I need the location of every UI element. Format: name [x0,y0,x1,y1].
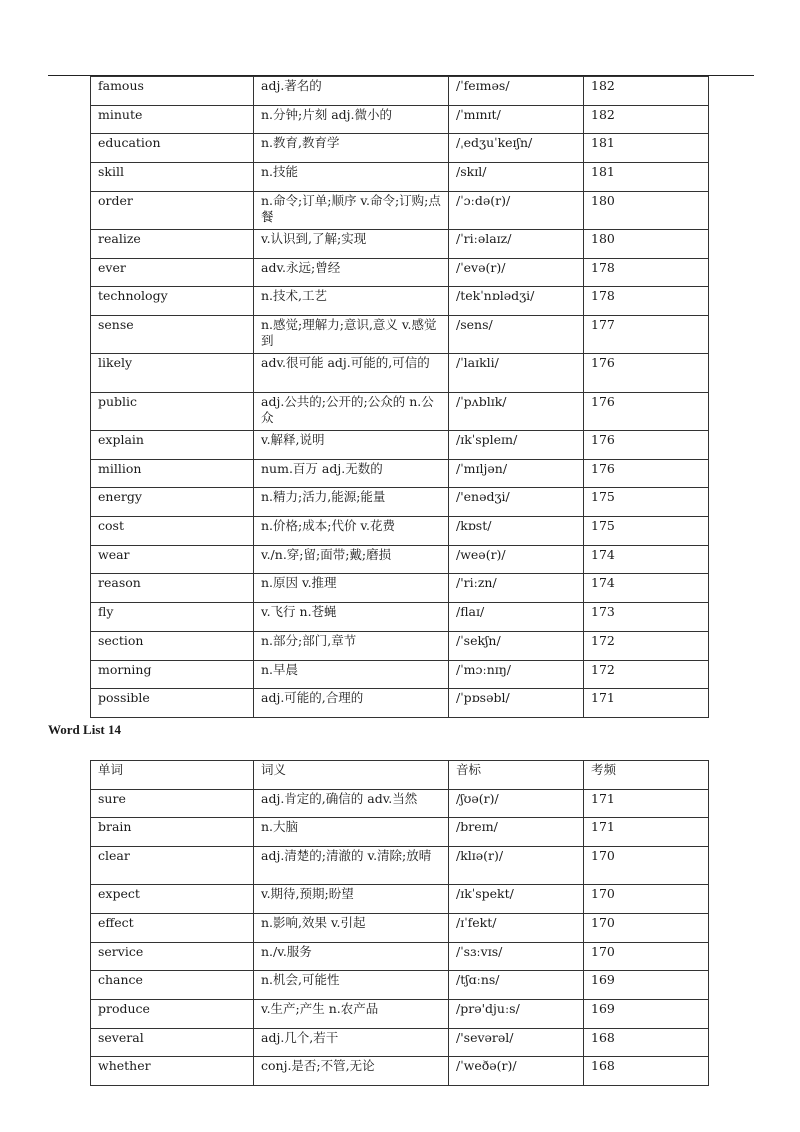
frequency-cell: 180 [584,230,709,259]
word-cell: clear [91,847,254,885]
frequency-cell: 169 [584,1000,709,1029]
table-row [91,517,709,546]
frequency-cell: 181 [584,163,709,192]
table-row [91,545,709,574]
phonetic-cell: /ʃʊə(r)/ [449,789,584,818]
meaning-cell: n.精力;活力,能源;能量 [254,488,449,517]
frequency-cell: 177 [584,316,709,354]
meaning-cell: adj.清楚的;清澈的 v.清除;放晴 [254,847,449,885]
table-row [91,885,709,914]
word-cell: cost [91,517,254,546]
phonetic-cell: /ɪkˈspleɪn/ [449,431,584,460]
meaning-cell: adv.永远;曾经 [254,258,449,287]
frequency-cell: 169 [584,971,709,1000]
frequency-cell: 168 [584,1057,709,1086]
table-row [91,689,709,718]
word-cell: education [91,134,254,163]
phonetic-cell: /ˈmɪnɪt/ [449,105,584,134]
table-row [91,1028,709,1057]
phonetic-cell: /ˈpɒsəbl/ [449,689,584,718]
table-row [91,230,709,259]
meaning-cell: v.飞行 n.苍蝇 [254,603,449,632]
word-cell: minute [91,105,254,134]
phonetic-cell: /flaɪ/ [449,603,584,632]
word-cell: brain [91,818,254,847]
frequency-cell: 182 [584,77,709,106]
frequency-cell: 170 [584,885,709,914]
meaning-cell: v./n.穿;留;面带;戴;磨损 [254,545,449,574]
meaning-cell: adj.可能的,合理的 [254,689,449,718]
meaning-cell: adj.著名的 [254,77,449,106]
meaning-cell: num.百万 adj.无数的 [254,459,449,488]
phonetic-cell: /ˈsɜːvɪs/ [449,942,584,971]
frequency-cell: 174 [584,545,709,574]
word-cell: public [91,392,254,430]
table-row [91,631,709,660]
frequency-cell: 170 [584,914,709,943]
table-row [91,134,709,163]
meaning-cell: n.命令;订单;顺序 v.命令;订购;点餐 [254,191,449,229]
table-row [91,191,709,229]
table-row [91,847,709,885]
word-cell: reason [91,574,254,603]
frequency-cell: 181 [584,134,709,163]
phonetic-cell: /ˈsekʃn/ [449,631,584,660]
frequency-cell: 170 [584,942,709,971]
word-cell: likely [91,354,254,392]
table-row [91,163,709,192]
word-cell: wear [91,545,254,574]
frequency-cell: 174 [584,574,709,603]
word-cell: explain [91,431,254,460]
phonetic-cell: /ˈriːəlaɪz/ [449,230,584,259]
word-cell: order [91,191,254,229]
meaning-cell: n.大脑 [254,818,449,847]
phonetic-cell: /'riːzn/ [449,574,584,603]
phonetic-cell: /ˌedʒuˈkeɪʃn/ [449,134,584,163]
section-heading: Word List 14 [48,722,121,737]
table-row [91,971,709,1000]
table-row [91,818,709,847]
frequency-cell: 172 [584,631,709,660]
meaning-cell: n.机会,可能性 [254,971,449,1000]
meaning-cell: v.解释,说明 [254,431,449,460]
frequency-cell: 178 [584,258,709,287]
table-row [91,942,709,971]
word-cell: energy [91,488,254,517]
word-cell: section [91,631,254,660]
table-row [91,574,709,603]
word-cell: sure [91,789,254,818]
table-row [91,431,709,460]
word-cell: chance [91,971,254,1000]
meaning-cell: conj.是否;不管,无论 [254,1057,449,1086]
frequency-cell: 175 [584,488,709,517]
word-cell: produce [91,1000,254,1029]
frequency-cell: 173 [584,603,709,632]
phonetic-cell: /ˈfeɪməs/ [449,77,584,106]
table-row [91,459,709,488]
phonetic-cell: /tekˈnɒlədʒi/ [449,287,584,316]
word-cell: famous [91,77,254,106]
phonetic-cell: /ɪkˈspekt/ [449,885,584,914]
frequency-cell: 176 [584,392,709,430]
frequency-cell: 176 [584,431,709,460]
frequency-cell: 172 [584,660,709,689]
word-table-previous [90,76,709,718]
meaning-cell: n./v.服务 [254,942,449,971]
word-cell: service [91,942,254,971]
meaning-cell: n.价格;成本;代价 v.花费 [254,517,449,546]
table-row [91,603,709,632]
meaning-cell: v.生产;产生 n.农产品 [254,1000,449,1029]
word-cell: technology [91,287,254,316]
word-cell: expect [91,885,254,914]
word-cell: effect [91,914,254,943]
word-table-list-14 [90,760,709,1086]
phonetic-cell: /sens/ [449,316,584,354]
frequency-cell: 178 [584,287,709,316]
meaning-cell: n.技术,工艺 [254,287,449,316]
frequency-cell: 180 [584,191,709,229]
meaning-cell: n.原因 v.推理 [254,574,449,603]
phonetic-cell: /ɪˈfekt/ [449,914,584,943]
word-cell: fly [91,603,254,632]
frequency-cell: 171 [584,818,709,847]
phonetic-cell: /klɪə(r)/ [449,847,584,885]
phonetic-cell: /ˈweðə(r)/ [449,1057,584,1086]
table-row [91,316,709,354]
header-meaning: 词义 [254,761,449,790]
frequency-cell: 171 [584,789,709,818]
phonetic-cell: /breɪn/ [449,818,584,847]
table-row [91,258,709,287]
table-row [91,914,709,943]
header-word: 单词 [91,761,254,790]
table-row [91,287,709,316]
table-row [91,77,709,106]
table-row [91,488,709,517]
phonetic-cell: /tʃɑːns/ [449,971,584,1000]
phonetic-cell: /ˈevə(r)/ [449,258,584,287]
phonetic-cell: /weə(r)/ [449,545,584,574]
word-cell: ever [91,258,254,287]
word-cell: skill [91,163,254,192]
table-row [91,660,709,689]
header-phonetic: 音标 [449,761,584,790]
phonetic-cell: /ˈmɪljən/ [449,459,584,488]
meaning-cell: n.分钟;片刻 adj.微小的 [254,105,449,134]
table-row [91,392,709,430]
meaning-cell: n.教育,教育学 [254,134,449,163]
meaning-cell: adj.公共的;公开的;公众的 n.公众 [254,392,449,430]
header-frequency: 考频 [584,761,709,790]
table-row [91,354,709,392]
frequency-cell: 170 [584,847,709,885]
meaning-cell: n.早晨 [254,660,449,689]
table-row [91,789,709,818]
word-cell: million [91,459,254,488]
word-cell: morning [91,660,254,689]
meaning-cell: v.认识到,了解;实现 [254,230,449,259]
frequency-cell: 182 [584,105,709,134]
phonetic-cell: /kɒst/ [449,517,584,546]
phonetic-cell: /prə'djuːs/ [449,1000,584,1029]
word-cell: whether [91,1057,254,1086]
phonetic-cell: /ˈlaɪkli/ [449,354,584,392]
meaning-cell: adj.肯定的,确信的 adv.当然 [254,789,449,818]
word-cell: possible [91,689,254,718]
word-cell: sense [91,316,254,354]
table-row [91,1000,709,1029]
phonetic-cell: /'enədʒi/ [449,488,584,517]
phonetic-cell: /ˈɔːdə(r)/ [449,191,584,229]
meaning-cell: n.部分;部门,章节 [254,631,449,660]
phonetic-cell: /ˈmɔːnɪŋ/ [449,660,584,689]
word-cell: several [91,1028,254,1057]
frequency-cell: 171 [584,689,709,718]
meaning-cell: v.期待,预期;盼望 [254,885,449,914]
meaning-cell: adv.很可能 adj.可能的,可信的 [254,354,449,392]
frequency-cell: 176 [584,459,709,488]
word-cell: realize [91,230,254,259]
meaning-cell: adj.几个,若干 [254,1028,449,1057]
frequency-cell: 168 [584,1028,709,1057]
meaning-cell: n.影响,效果 v.引起 [254,914,449,943]
phonetic-cell: /'sevərəl/ [449,1028,584,1057]
table-row [91,1057,709,1086]
table-header-row [91,761,709,790]
table-row [91,105,709,134]
frequency-cell: 175 [584,517,709,546]
phonetic-cell: /ˈpʌblɪk/ [449,392,584,430]
meaning-cell: n.感觉;理解力;意识,意义 v.感觉到 [254,316,449,354]
phonetic-cell: /skɪl/ [449,163,584,192]
frequency-cell: 176 [584,354,709,392]
meaning-cell: n.技能 [254,163,449,192]
